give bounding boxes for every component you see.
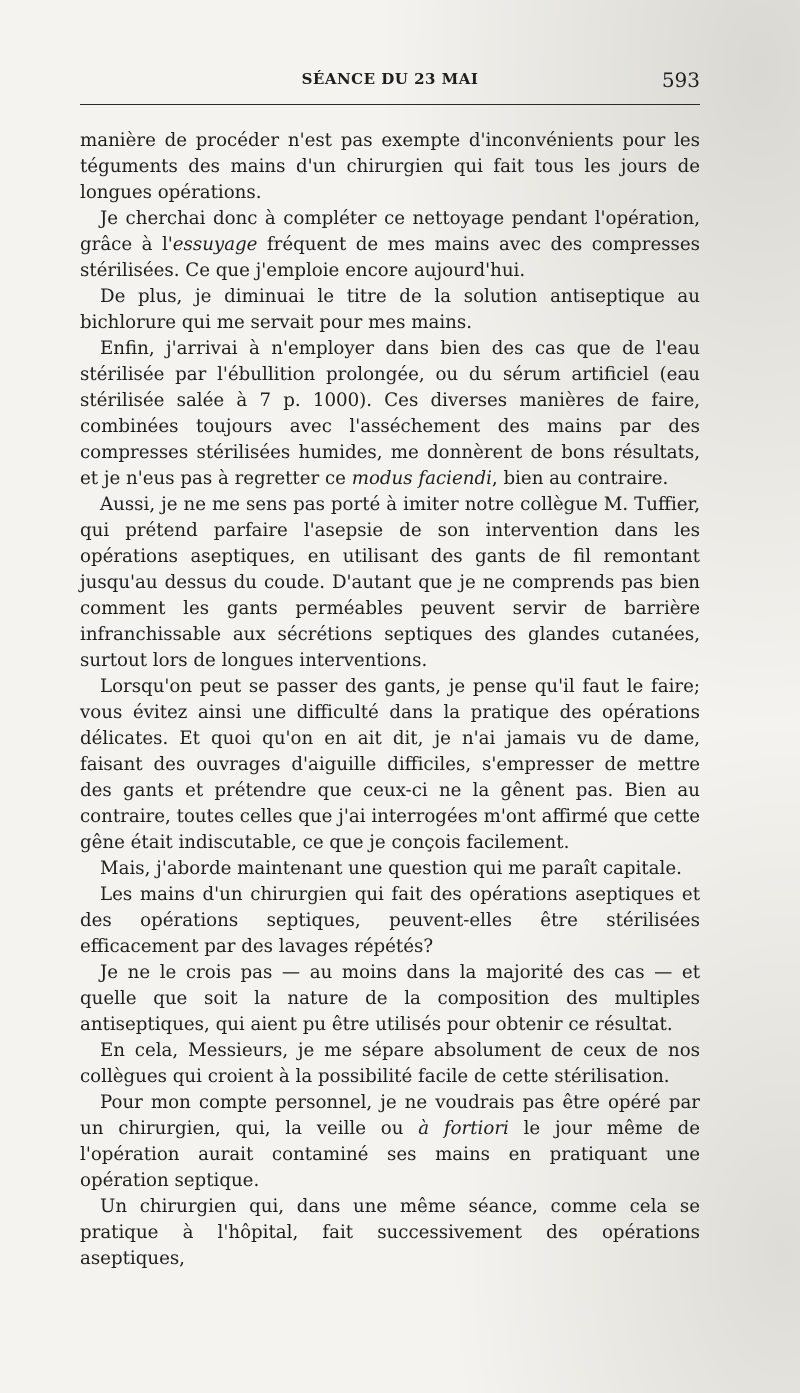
paragraph-1 bbox=[80, 128, 700, 206]
paragraph-text: Aussi, je ne me sens pas porté à imiter notre collègue M. Tuffier, qui prétend parfaire l'asepsie de son intervention dans les opérations aseptiques, en utilisant des gants de fil remontant jusqu'au dessus du coude. D'autant que je ne comprends pas bien comment les gants perméables peuvent servir de barrière infranchissable aux sécrétions septiques des glandes cutanées, surtout lors de longues interventions. bbox=[80, 494, 700, 671]
paragraph-10 bbox=[80, 1038, 700, 1090]
paragraph-text: Mais, j'aborde maintenant une question qui me paraît capitale. bbox=[100, 858, 682, 879]
paragraph-5 bbox=[80, 492, 700, 674]
paragraph-text: Je cherchai donc à compléter ce nettoyage pendant l'opération, grâce à l' bbox=[80, 208, 700, 255]
paragraph-4 bbox=[80, 336, 700, 492]
paragraph-11 bbox=[80, 1090, 700, 1194]
paragraph-text: Pour mon compte personnel, je ne voudrais pas être opéré par un chirurgien, qui, la veille ou bbox=[80, 1092, 700, 1139]
italic-term: à fortiori bbox=[418, 1118, 509, 1139]
paragraph-text: Lorsqu'on peut se passer des gants, je pense qu'il faut le faire; vous évitez ainsi une difficulté dans la pratique des opérations délicates. Et quoi qu'on en ait dit, je n'ai jamais vu de dame, faisant des ouvrages d'aiguille difficiles, s'empresser de mettre des gants et prétendre que ceux-ci ne la gênent pas. Bien au contraire, toutes celles que j'ai interrogées m'ont affirmé que cette gêne était indiscutable, ce que je conçois facilement. bbox=[80, 676, 700, 853]
paragraph-text: Un chirurgien qui, dans une même séance, comme cela se pratique à l'hôpital, fait successivement des opérations aseptiques, bbox=[80, 1196, 700, 1269]
paragraph-text: Je ne le crois pas — au moins dans la majorité des cas — et quelle que soit la nature de la composition des multiples antiseptiques, qui aient pu être utilisés pour obtenir ce résultat. bbox=[80, 962, 700, 1035]
paragraph-text: De plus, je diminuai le titre de la solution antiseptique au bichlorure qui me servait pour mes mains. bbox=[80, 286, 700, 333]
italic-term: essuyage bbox=[172, 234, 258, 255]
page-number: 593 bbox=[661, 68, 700, 92]
running-header bbox=[80, 66, 700, 94]
header-rule bbox=[80, 104, 700, 105]
paragraph-6 bbox=[80, 674, 700, 856]
italic-term: modus faciendi bbox=[351, 468, 492, 489]
paragraph-text: le jour même de l'opération aurait contaminé ses mains en pratiquant une opération septique. bbox=[80, 1118, 700, 1191]
body-text bbox=[80, 128, 700, 1272]
paragraph-text: Enfin, j'arrivai à n'employer dans bien des cas que de l'eau stérilisée par l'ébullition prolongée, ou du sérum artificiel (eau stérilisée salée à 7 p. 1000). Ces diverses manières de faire, combinées toujours avec l'asséchement des mains par des compresses stérilisées humides, me donnèrent de bons résultats, et je n'eus pas à regretter ce bbox=[80, 338, 700, 489]
paragraph-text: fréquent de mes mains avec des compresses stérilisées. Ce que j'emploie encore aujourd'hui. bbox=[80, 234, 700, 281]
paragraph-text: Les mains d'un chirurgien qui fait des opérations aseptiques et des opérations septiques, peuvent-elles être stérilisées efficacement par des lavages répétés? bbox=[80, 884, 700, 957]
paragraph-2 bbox=[80, 206, 700, 284]
paragraph-7 bbox=[80, 856, 700, 882]
header-title: SÉANCE DU 23 MAI bbox=[301, 70, 479, 88]
paragraph-text: manière de procéder n'est pas exempte d'inconvénients pour les téguments des mains d'un chirurgien qui fait tous les jours de longues opérations. bbox=[80, 130, 700, 203]
paragraph-9 bbox=[80, 960, 700, 1038]
paragraph-12 bbox=[80, 1194, 700, 1272]
paragraph-3 bbox=[80, 284, 700, 336]
paragraph-text: En cela, Messieurs, je me sépare absolument de ceux de nos collègues qui croient à la possibilité facile de cette stérilisation. bbox=[80, 1040, 700, 1087]
paragraph-text: , bien au contraire. bbox=[491, 468, 669, 489]
paragraph-8 bbox=[80, 882, 700, 960]
